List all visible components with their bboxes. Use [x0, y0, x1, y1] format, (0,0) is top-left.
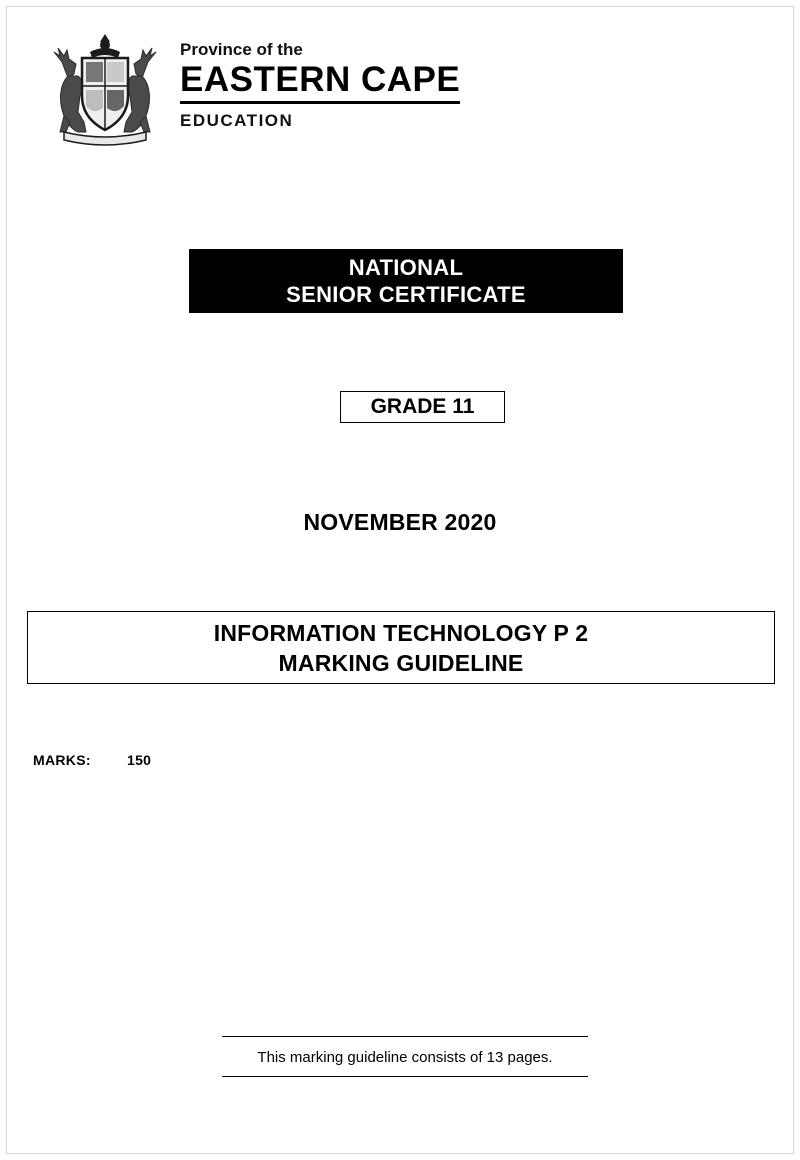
- logo-wordmark: [180, 40, 480, 132]
- marks-label: MARKS:: [33, 752, 91, 768]
- page-count-note: This marking guideline consists of 13 pages.: [222, 1036, 588, 1077]
- subject-line-document-type: MARKING GUIDELINE: [278, 649, 524, 676]
- banner-line-senior-certificate: SENIOR CERTIFICATE: [286, 282, 526, 307]
- logo-line-province: Province of the: [180, 40, 303, 59]
- subject-box: [27, 611, 775, 684]
- subject-line-paper: INFORMATION TECHNOLOGY P 2: [213, 619, 589, 646]
- marks-row: [33, 752, 151, 768]
- banner-line-national: NATIONAL: [348, 255, 464, 280]
- grade-label: GRADE 11: [370, 395, 475, 418]
- provincial-logo: [40, 26, 470, 151]
- logo-line-eastern-cape: EASTERN CAPE: [180, 60, 460, 104]
- exam-date: NOVEMBER 2020: [303, 509, 497, 535]
- coat-of-arms-icon: [40, 26, 170, 151]
- logo-line-education: EDUCATION: [180, 111, 294, 130]
- marks-value: 150: [127, 752, 152, 768]
- grade-box: [340, 391, 505, 423]
- certificate-banner: [189, 249, 623, 313]
